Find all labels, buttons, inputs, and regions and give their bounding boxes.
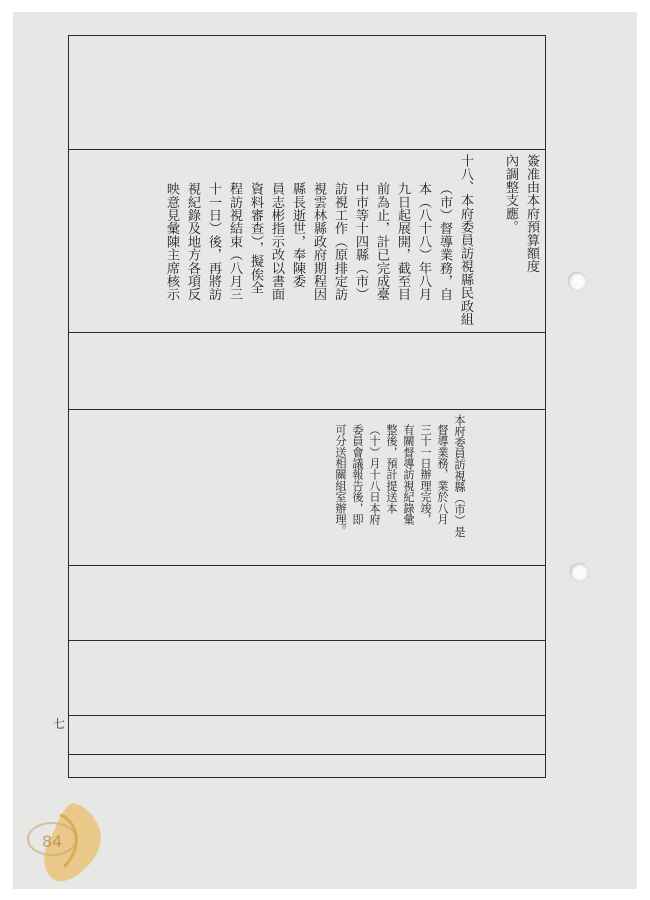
archive-logo-icon [12, 795, 122, 885]
row-divider [69, 409, 545, 410]
item-18-line: 訪視工作（原排定訪 [332, 182, 347, 301]
row-divider [69, 640, 545, 641]
text-column: 簽准由本府預算額度 [524, 154, 539, 273]
page-number: 七 [53, 717, 66, 731]
item-18-line: 十一日）後，再將訪 [206, 182, 221, 301]
punch-hole [568, 272, 586, 290]
item-18-line: 視紀錄及地方各項反 [185, 182, 200, 301]
result-line: 有關督導訪視紀錄彙 [402, 424, 415, 525]
item-18-line: 映意見彙陳主席核示 [164, 182, 179, 301]
logo-text: 84 [42, 832, 63, 851]
result-line: 督導業務，業於八月 [436, 424, 449, 525]
result-line: 整後，預計提送本 [385, 424, 398, 514]
punch-hole [570, 563, 588, 581]
item-18-line: （市）督導業務，自 [437, 182, 452, 301]
item-18-line: 本（八十八）年八月 [416, 182, 431, 301]
item-18-line: 十八、本府委員訪視縣民政組 [458, 154, 473, 326]
item-18-line: 資料審查），擬俟全 [248, 182, 263, 295]
item-18-line: 視雲林縣政府期程因 [311, 182, 326, 301]
item-18-line: 縣長逝世，奉陳委 [290, 182, 305, 288]
row-divider [69, 715, 545, 716]
item-18-line: 程訪視結束（八月三 [227, 182, 242, 301]
row-divider [69, 332, 545, 333]
result-line: （十）月十八日本府 [368, 424, 381, 525]
row-divider [69, 754, 545, 755]
item-18-line: 九日起展開，截至目 [395, 182, 410, 301]
result-line: 三十一日辦理完竣， [419, 424, 432, 525]
row-divider [69, 565, 545, 566]
result-line: 委員會議報告後，即 [351, 424, 364, 525]
result-line: 本府委員訪視縣（市）是 [453, 414, 466, 538]
result-line: 可分送相關組室辦理。 [334, 424, 347, 536]
item-18-line: 員志彬指示改以書面 [269, 182, 284, 301]
item-18-line: 前為止，計已完成臺 [374, 182, 389, 301]
item-18-line: 中市等十四縣（市） [353, 182, 368, 301]
document-page [13, 12, 637, 889]
form-table [68, 35, 546, 778]
text-column: 內調整支應。 [503, 154, 518, 234]
row-divider [69, 149, 545, 150]
